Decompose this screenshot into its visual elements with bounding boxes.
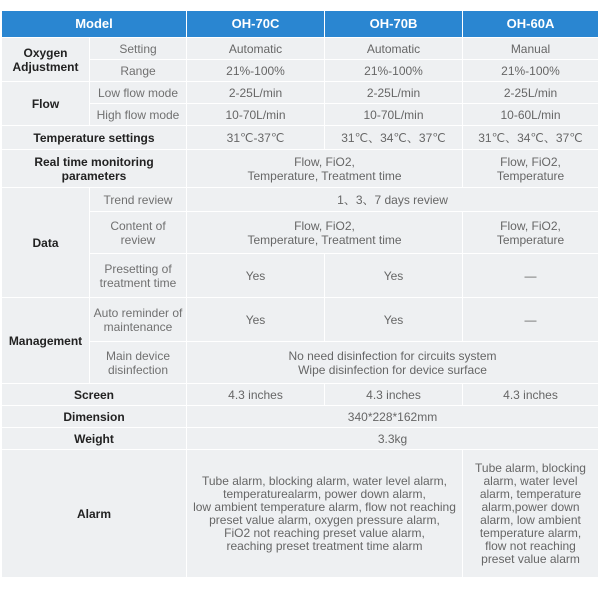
cell-presetting-60a: — [463,254,599,298]
cell-presetting-70c: Yes [187,254,325,298]
header-row [2,11,599,38]
row-label-presetting: Presetting of treatment time [90,254,187,298]
table-row [2,450,599,578]
category-management: Management [2,298,90,384]
table-row [2,60,599,82]
row-label-auto-reminder: Auto reminder of maintenance [90,298,187,342]
cell-reminder-70b: Yes [325,298,463,342]
cell-screen-60a: 4.3 inches [463,384,599,406]
cell-range-70b: 21%-100% [325,60,463,82]
row-label-disinfection: Main device disinfection [90,342,187,384]
category-data: Data [2,188,90,298]
row-label-dimension: Dimension [2,406,187,428]
cell-dimension: 340*228*162mm [187,406,599,428]
cell-reminder-60a: — [463,298,599,342]
cell-temperature-60a: 31℃、34℃、37℃ [463,126,599,150]
category-flow: Flow [2,82,90,126]
cell-alarm-70c-70b: Tube alarm, blocking alarm, water level alarm, temperaturealarm, power down alarm, low ambient temperature alarm, flow not reaching preset value alarm, oxygen pressure alarm, FiO2 not reaching preset value alarm, reaching preset treatment time alarm [187,450,463,578]
cell-weight: 3.3kg [187,428,599,450]
cell-content-70c-70b: Flow, FiO2, Temperature, Treatment time [187,212,463,254]
cell-disinfection: No need disinfection for circuits system Wipe disinfection for device surface [187,342,599,384]
cell-real-time-60a: Flow, FiO2, Temperature [463,150,599,188]
category-oxygen-adjustment: Oxygen Adjustment [2,38,90,82]
table-row [2,298,599,342]
cell-low-flow-70c: 2-25L/min [187,82,325,104]
cell-screen-70b: 4.3 inches [325,384,463,406]
row-label-low-flow: Low flow mode [90,82,187,104]
cell-temperature-70c: 31℃-37℃ [187,126,325,150]
table-row [2,82,599,104]
table-row [2,38,599,60]
cell-low-flow-70b: 2-25L/min [325,82,463,104]
cell-high-flow-60a: 10-60L/min [463,104,599,126]
cell-setting-70b: Automatic [325,38,463,60]
cell-trend-review: 1、3、7 days review [187,188,599,212]
table-row [2,188,599,212]
table-row [2,342,599,384]
header-oh-70b: OH-70B [325,11,463,38]
row-label-alarm: Alarm [2,450,187,578]
cell-presetting-70b: Yes [325,254,463,298]
row-label-temperature: Temperature settings [2,126,187,150]
cell-real-time-70c-70b: Flow, FiO2, Temperature, Treatment time [187,150,463,188]
header-oh-70c: OH-70C [187,11,325,38]
row-label-trend-review: Trend review [90,188,187,212]
table-row [2,126,599,150]
row-label-weight: Weight [2,428,187,450]
spec-table [1,10,599,578]
table-row [2,384,599,406]
cell-setting-70c: Automatic [187,38,325,60]
cell-low-flow-60a: 2-25L/min [463,82,599,104]
table-row [2,104,599,126]
table-row [2,406,599,428]
cell-range-70c: 21%-100% [187,60,325,82]
cell-high-flow-70c: 10-70L/min [187,104,325,126]
table-row [2,428,599,450]
table-row [2,150,599,188]
cell-temperature-70b: 31℃、34℃、37℃ [325,126,463,150]
row-label-range: Range [90,60,187,82]
cell-content-60a: Flow, FiO2, Temperature [463,212,599,254]
row-label-screen: Screen [2,384,187,406]
cell-screen-70c: 4.3 inches [187,384,325,406]
table-row [2,254,599,298]
row-label-real-time-monitoring: Real time monitoring parameters [2,150,187,188]
cell-alarm-60a: Tube alarm, blocking alarm, water level alarm, temperature alarm,power down alarm, low ambient temperature alarm, flow not reaching preset value alarm [463,450,599,578]
header-model: Model [2,11,187,38]
cell-range-60a: 21%-100% [463,60,599,82]
row-label-setting: Setting [90,38,187,60]
cell-setting-60a: Manual [463,38,599,60]
cell-high-flow-70b: 10-70L/min [325,104,463,126]
cell-reminder-70c: Yes [187,298,325,342]
row-label-content-of-review: Content of review [90,212,187,254]
row-label-high-flow: High flow mode [90,104,187,126]
table-row [2,212,599,254]
header-oh-60a: OH-60A [463,11,599,38]
